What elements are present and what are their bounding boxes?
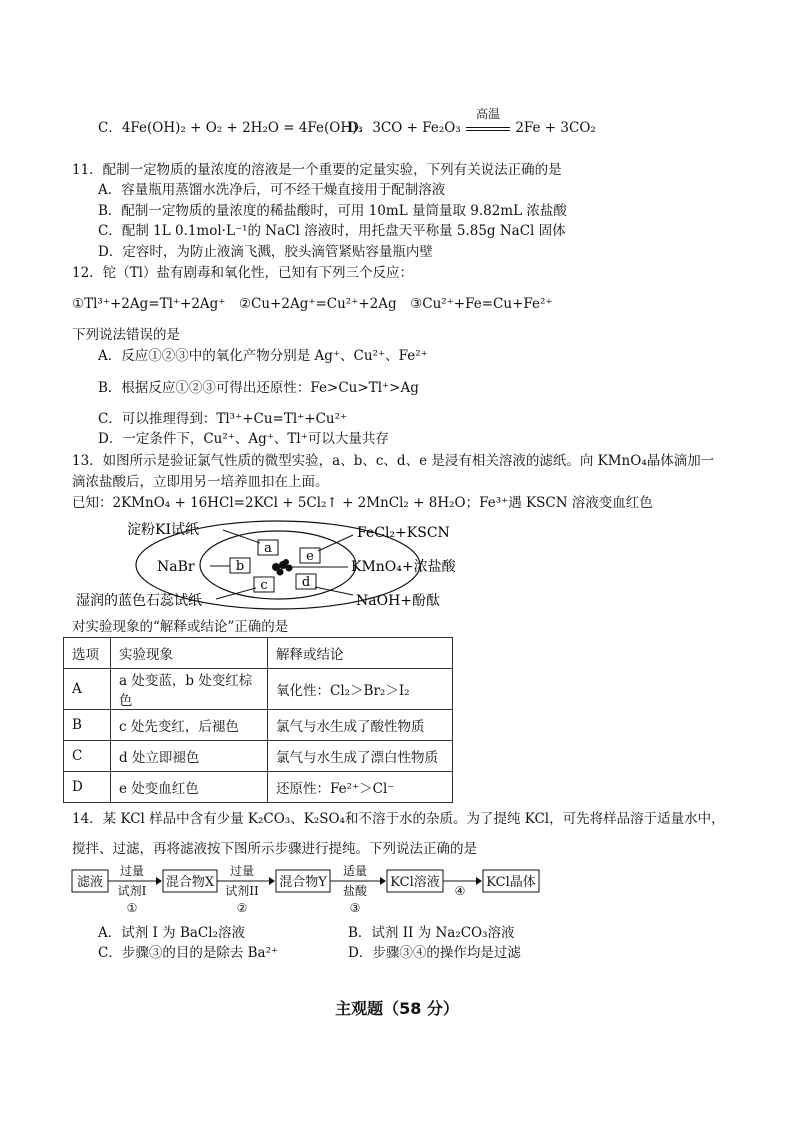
table-cell: c 处先变红，后褪色 [111,710,268,741]
q12-reactions: ①Tl³⁺+2Ag=Tl⁺+2Ag⁺ ②Cu+2Ag⁺=Cu²⁺+2Ag ③Cu²⁺+Fe=Cu+Fe²⁺ [72,296,553,312]
flow-box-mixture-x-label: 混合物X [165,875,215,890]
q11-option-a: A．容量瓶用蒸馏水洗净后，可不经干燥直接用于配制溶液 [98,182,446,198]
q14-option-b: B．试剂 II 为 Na₂CO₃溶液 [348,925,515,941]
label-litmus: 湿润的蓝色石蕊试纸 [76,593,202,609]
reaction-condition-label: 高温 [476,107,501,121]
q12-ask: 下列说法错误的是 [72,327,180,343]
table-row [64,710,453,741]
paper-d-label: d [301,575,311,590]
purification-flowchart [70,862,550,920]
table-cell: 氯气与水生成了漂白性物质 [268,741,453,772]
table-row [64,741,453,772]
flow-step-2: ② [236,901,248,915]
q11-option-d: D．定容时，为防止液滴飞溅，胶头滴管紧贴容量瓶内壁 [98,244,433,260]
table-cell: 氯气与水生成了酸性物质 [268,710,453,741]
table-cell: 还原性：Fe²⁺＞Cl⁻ [268,772,453,803]
flow-box-filtrate-label: 滤液 [76,875,104,890]
q13-stem-line2: 滴浓盐酸后，立即用另一培养皿扣在上面。 [72,474,329,490]
flow-step-4: ④ [454,884,466,898]
q11-stem: 11．配制一定物质的量浓度的溶液是一个重要的定量实验，下列有关说法正确的是 [72,162,562,178]
table-header-cell: 解释或结论 [268,638,453,669]
q13-ask: 对实验现象的“解释或结论”正确的是 [72,619,289,635]
q13-stem-line1: 13．如图所示是验证氯气性质的微型实验，a、b、c、d、e 是浸有相关溶液的滤纸。向 KMnO₄晶体滴加一 [72,453,715,469]
flow-box-kcl-solution-label: KCl溶液 [390,875,440,890]
flow-step-1: ① [126,901,138,915]
label-nabr: NaBr [157,559,195,575]
table-cell: 氧化性：Cl₂＞Br₂＞I₂ [268,669,453,710]
flow-arrow-1-head [156,877,162,885]
table-cell: a 处变蓝，b 处变红棕色 [111,669,268,710]
label-fecl2-kscn: FeCl₂+KSCN [357,525,450,541]
experiment-diagram [70,515,510,615]
flow-arrow-3-head [380,877,386,885]
q13-answer-table [63,637,453,803]
flow-box-kcl-crystal-label: KCl晶体 [486,875,536,890]
paper-a-label: a [264,541,272,556]
q13-known: 已知：2KMnO₄ + 16HCl=2KCl + 5Cl₂↑ + 2MnCl₂ + 8H₂O；Fe³⁺遇 KSCN 溶液变血红色 [72,495,653,511]
label-starch-ki: 淀粉KI试纸 [127,522,199,538]
flow-arrow-2-head [269,877,275,885]
flow-arrow-2-top: 过量 [229,864,255,878]
paper-c-label: c [260,578,268,593]
table-row [64,669,453,710]
paper-b-label: b [235,559,245,574]
kmno4-crystal [272,559,293,576]
table-header-row [64,638,453,669]
q11-option-c: C．配制 1L 0.1mol·L⁻¹的 NaCl 溶液时，用托盘天平称量 5.85g NaCl 固体 [98,223,566,239]
q12-stem: 12．铊（Tl）盐有剧毒和氧化性，已知有下列三个反应： [72,265,413,281]
q10-option-d [348,107,596,137]
q12-option-d: D．一定条件下，Cu²⁺、Ag⁺、Tl⁺可以大量共存 [98,431,389,447]
flow-arrow-1-top: 过量 [119,864,145,878]
table-cell: A [64,669,111,710]
label-kmno4-hcl: KMnO₄+浓盐酸 [351,559,456,575]
q12-option-b: B．根据反应①②③可得出还原性：Fe>Cu>Tl⁺>Ag [98,380,419,396]
q14-stem-line2: 搅拌、过滤，再将滤液按下图所示步骤进行提纯。下列说法正确的是 [72,841,477,857]
label-naoh-phenol: NaOH+酚酞 [356,593,441,609]
q11-option-b: B．配制一定物质的量浓度的稀盐酸时，可用 10mL 量筒量取 9.82mL 浓盐酸 [98,203,567,219]
table-row [64,772,453,803]
table-cell: D [64,772,111,803]
table-header-cell: 选项 [64,638,111,669]
q14-option-c: C．步骤③的目的是除去 Ba²⁺ [98,945,279,961]
q14-option-a: A．试剂 I 为 BaCl₂溶液 [98,925,245,941]
flow-arrow-3-top: 适量 [342,864,368,878]
q12-option-a: A．反应①②③中的氧化产物分别是 Ag⁺、Cu²⁺、Fe²⁺ [98,348,428,364]
double-line [466,127,510,131]
flow-arrow-1-bottom: 试剂I [117,884,147,898]
q10-option-d-prefix: D．3CO + Fe₂O₃ [348,120,461,136]
q14-stem-line1: 14．某 KCl 样品中含有少量 K₂CO₃、K₂SO₄和不溶于水的杂质。为了提纯 KCl，可先将样品溶于适量水中， [72,811,725,827]
table-cell: C [64,741,111,772]
q14-option-d: D．步骤③④的操作均是过滤 [348,945,521,961]
reaction-condition [465,107,511,137]
flow-step-3: ③ [349,901,361,915]
table-header-cell: 实验现象 [111,638,268,669]
flow-arrow-2-bottom: 试剂II [225,884,259,898]
table-cell: B [64,710,111,741]
flow-box-mixture-y-label: 混合物Y [279,875,327,890]
paper-e-label: e [306,549,314,564]
q10-option-c: C．4Fe(OH)₂ + O₂ + 2H₂O = 4Fe(OH)₃ [98,120,363,136]
q12-option-c: C．可以推理得到：Tl³⁺+Cu=Tl⁺+Cu²⁺ [98,411,348,427]
table-cell: e 处变血红色 [111,772,268,803]
flow-arrow-3-bottom: 盐酸 [342,884,368,898]
flow-arrow-4-head [476,877,482,885]
q10-option-d-suffix: 2Fe + 3CO₂ [515,120,596,136]
table-cell: d 处立即褪色 [111,741,268,772]
section-title: 主观题（58 分） [335,999,459,1018]
